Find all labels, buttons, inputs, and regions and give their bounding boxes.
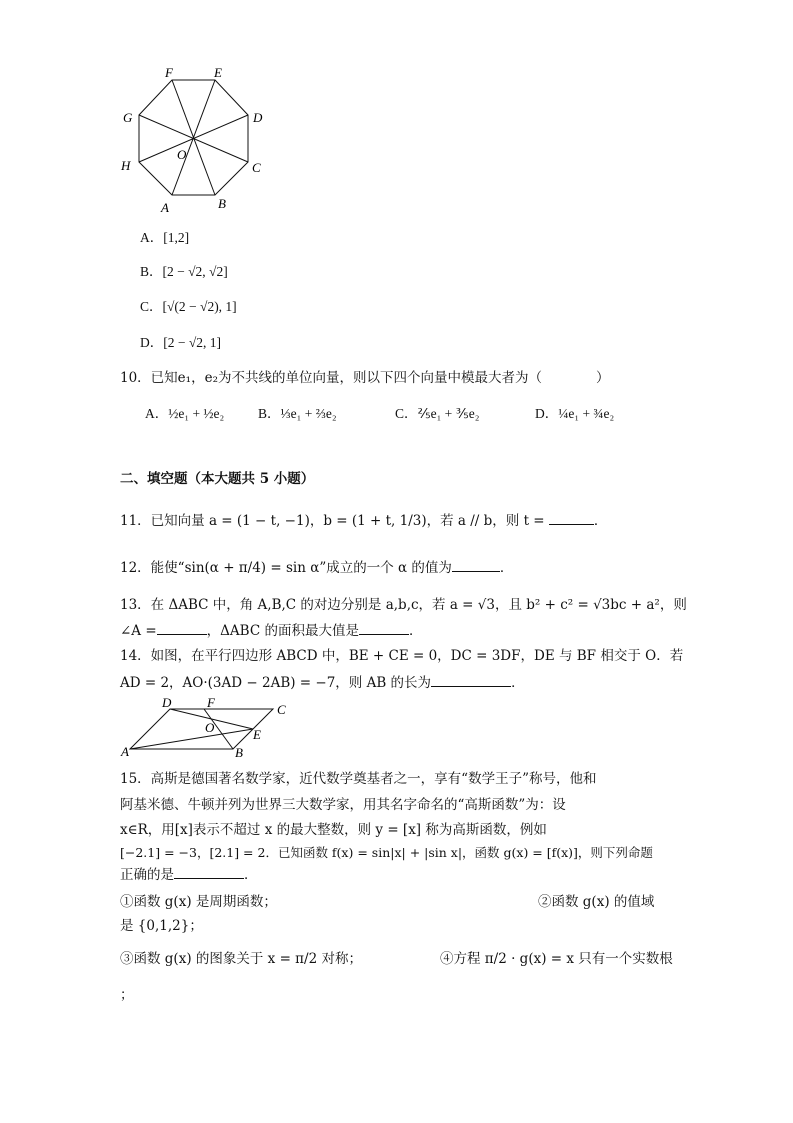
q15-item3: ③函数 g(x) 的图象关于 x = π/2 对称； — [120, 951, 362, 967]
q15-line3: x∈R，用[x]表示不超过 x 的最大整数，则 y = [x] 称为高斯函数，例如 — [120, 822, 547, 838]
answer-blank — [549, 524, 594, 525]
q15-item4: ④方程 π/2 · g(x) = x 只有一个实数根 — [440, 951, 673, 967]
fig-label-o: O — [205, 720, 215, 735]
answer-blank — [452, 571, 500, 572]
q15-item1: ①函数 g(x) 是周期函数； — [120, 894, 277, 910]
q10-option-a: A．½e₁ + ½e₂ — [145, 406, 225, 421]
vertex-label-g: G — [123, 110, 133, 125]
answer-blank — [157, 634, 207, 635]
fig-label-d: D — [162, 695, 172, 710]
q15-line2: 阿基米德、牛顿并列为世界三大数学家，用其名字命名的“高斯函数”为：设 — [120, 797, 566, 813]
q13-line1: 13．在 ΔABC 中，角 A,B,C 的对边分别是 a,b,c，若 a = √3，且 b² + c² = √3bc + a²，则 — [120, 597, 687, 613]
answer-blank — [431, 686, 511, 687]
q15-line4: [−2.1] = −3，[2.1] = 2．已知函数 f(x) = sin|x| + |sin x|，函数 g(x) = [f(x)]，则下列命题 — [120, 845, 653, 860]
q15-line1: 15．高斯是德国著名数学家，近代数学奠基者之一，享有“数学王子”称号，他和 — [120, 771, 597, 787]
vertex-label-c: C — [252, 160, 261, 175]
octagon-figure — [115, 62, 275, 217]
q10-stem: 10．已知e₁，e₂为不共线的单位向量，则以下四个向量中模最大者为（ ） — [120, 370, 610, 386]
q10-option-d: D．¼e₁ + ¾e₂ — [535, 406, 615, 421]
q10-option-c: C．⅖e₁ + ⅗e₂ — [395, 406, 480, 421]
q15-item2b: 是 {0,1,2}； — [120, 918, 203, 934]
vertex-label-e: E — [214, 65, 222, 80]
center-label-o: O — [177, 147, 187, 162]
fig-label-f: F — [207, 695, 215, 710]
vertex-label-f: F — [165, 65, 173, 80]
q15-line5: 正确的是 ． — [120, 867, 258, 883]
vertex-label-a: A — [161, 200, 169, 215]
vertex-label-d: D — [253, 110, 263, 125]
vertex-label-h: H — [121, 158, 131, 173]
fig-label-b: B — [235, 745, 243, 758]
fig-label-c: C — [277, 702, 286, 717]
q14-line1: 14．如图，在平行四边形 ABCD 中，BE + CE = 0，DC = 3DF，DE 与 BF 相交于 O．若 — [120, 648, 684, 664]
answer-blank — [174, 878, 244, 879]
q11: 11．已知向量 a = (1 − t, −1)，b = (1 + t, 1/3)，若 a // b，则 t = ． — [120, 513, 608, 529]
q13-line2: ∠A = ，ΔABC 的面积最大值是 ． — [120, 623, 423, 639]
fig-label-a: A — [121, 744, 129, 758]
parallelogram-figure — [118, 694, 298, 758]
q12: 12．能使“sin(α + π/4) = sin α”成立的一个 α 的值为 ． — [120, 560, 514, 576]
vertex-label-b: B — [218, 196, 226, 211]
fig-label-e: E — [253, 727, 261, 742]
q9-option-b: B．[2 − √2, √2] — [140, 264, 228, 279]
q9-option-d: D．[2 − √2, 1] — [140, 335, 222, 350]
q9-option-a: A．[1,2] — [140, 230, 190, 245]
q15-tail: ； — [120, 987, 134, 1003]
q9-option-c: C．[√(2 − √2), 1] — [140, 299, 237, 314]
q15-item2a: ②函数 g(x) 的值域 — [538, 894, 655, 910]
q10-option-b: B．⅓e₁ + ⅔e₂ — [258, 406, 337, 421]
section-title: 二、填空题（本大题共 5 小题） — [120, 471, 315, 487]
q14-line2: AD = 2，AO·(3AD − 2AB) = −7，则 AB 的长为 ． — [120, 675, 525, 691]
answer-blank — [359, 634, 409, 635]
